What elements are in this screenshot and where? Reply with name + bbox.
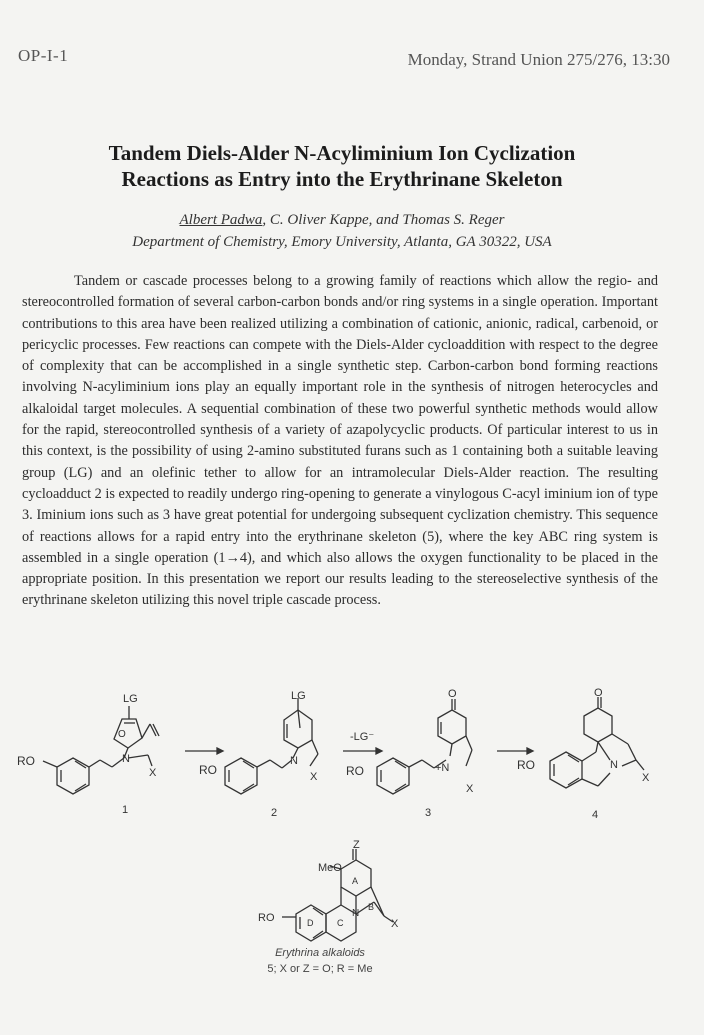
compound-1-label: 1 [122, 804, 129, 816]
abstract-text: Tandem or cascade processes belong to a growing family of reactions which allow the regio- and stereocontrolled formation of several carbon-carbon bonds and/or ring systems in a single operation. Important contributions to this area have been realized utilizing a combination of cationic, anionic, radical, carbenoid, or pericyclic processes. Few reactions can compete with the Diels-Alder cycloaddition with respect to the degree of complexity that can be accomplished in a single synthetic step. Carbon-carbon bond forming reactions involving N-acyliminium ions play an equally important role in the synthesis of nitrogen heterocycles and alkaloidal target molecules. A sequential combination of these two powerful synthetic methods would allow for the rapid, stereocontrolled synthesis of a variety of azapolycyclic products. Of particular interest to us in this context, is the possibility of using 2-amino substituted furans such as 1 containing both a suitable leaving group (LG) and an olefinic tether to allow for an intramolecular Diels-Alder reaction. The resulting cycloadduct 2 is expected to readily undergo ring-opening to generate a vinylogous C-acyl iminium ion of type 3. Iminium ions such as 3 have great potential for undergoing subsequent cyclization chemistry. This sequence of reactions allows for a rapid entry into the erythrinane skeleton (5), where the key ABC ring system is assembled in a single operation (1→4), and which also allows the oxygen functionality to be placed in the appropriate position. In this presentation we report our results leading to the stereoselective synthesis of the erythrinane skeleton utilizing this novel triple cascade process. [22, 273, 658, 609]
compound-4 [517, 688, 650, 821]
c2-lg-label: LG [291, 690, 306, 702]
scheme-caption-1: Erythrina alkaloids [275, 947, 365, 959]
ring-d-label: D [307, 918, 314, 928]
c2-n-label: N [290, 755, 298, 767]
scheme-drawing [0, 688, 704, 988]
c5-ro-label: RO [258, 912, 275, 924]
c1-ro-label: RO [17, 754, 35, 768]
c3-enone-ring [438, 710, 466, 744]
c2-x-label: X [310, 771, 318, 783]
compound-3-label: 3 [425, 807, 432, 819]
c5-z-label: Z [353, 839, 360, 851]
c4-ro-label: RO [517, 758, 535, 772]
authors [0, 212, 684, 229]
c5-meo-label: MeO [318, 862, 342, 874]
paper-title [0, 140, 684, 192]
c1-o-label: O [118, 729, 126, 740]
c4-benzene-ring [550, 752, 582, 788]
c3-x-label: X [466, 783, 474, 795]
compound-1 [17, 693, 159, 816]
scheme-caption-2: 5; X or Z = O; R = Me [267, 963, 373, 975]
compound-3 [346, 688, 474, 819]
compound-2-label: 2 [271, 807, 278, 819]
ring-b-label: B [368, 902, 375, 912]
c4-n-label: N [610, 759, 618, 771]
compound-5 [258, 839, 399, 941]
presenting-author: Albert Padwa [179, 212, 263, 228]
c1-benzene-ring [57, 758, 89, 794]
c2-benzene-ring [225, 758, 257, 794]
c3-iminium-label: +N [435, 762, 450, 774]
c5-x-label: X [391, 918, 399, 930]
c4-a-ring [584, 708, 612, 742]
c1-n-label: N [122, 753, 130, 765]
minus-lg-label: -LG⁻ [350, 731, 375, 743]
c1-x-label: X [149, 767, 157, 779]
compound-4-label: 4 [592, 809, 599, 821]
ring-c-label: C [337, 918, 344, 928]
c3-o-label: O [448, 688, 457, 700]
session-code: OP-I-1 [18, 46, 69, 65]
arrow-1 [185, 748, 223, 754]
c3-ro-label: RO [346, 764, 364, 778]
co-authors: , C. Oliver Kappe, and Thomas S. Reger [262, 212, 505, 228]
c1-lg-label: LG [123, 693, 138, 705]
arrow-3 [497, 748, 533, 754]
session-info: Monday, Strand Union 275/276, 13:30 [407, 50, 670, 69]
ring-a-label: A [352, 876, 359, 886]
c4-x-label: X [642, 772, 650, 784]
affiliation: Department of Chemistry, Emory University, Atlanta, GA 30322, USA [132, 234, 552, 250]
c4-o-label: O [594, 688, 603, 699]
c2-ro-label: RO [199, 763, 217, 777]
c5-n-label: N [352, 908, 360, 919]
title-line-2: Reactions as Entry into the Erythrinane Skeleton [121, 167, 563, 191]
reaction-scheme [0, 688, 704, 988]
title-line-1: Tandem Diels-Alder N-Acyliminium Ion Cyclization [108, 141, 576, 165]
arrow-2 [343, 731, 382, 754]
c3-benzene-ring [377, 758, 409, 794]
